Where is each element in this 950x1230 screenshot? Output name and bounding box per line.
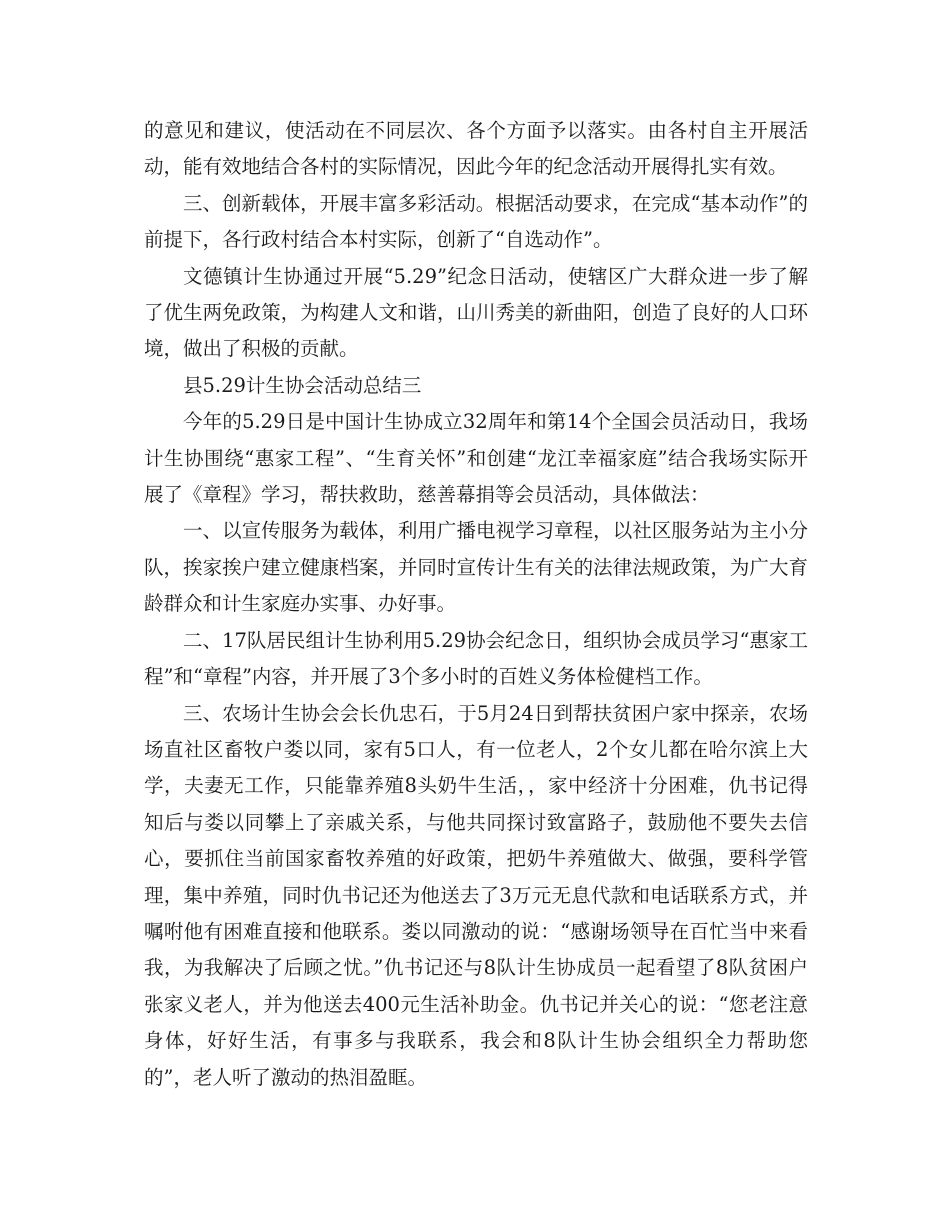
paragraph-8: 三、农场计生协会会长仇忠石，于5月24日到帮扶贫困户家中探亲，农场场直社区畜牧户娄以同，家有5口人，有一位老人，2个女儿都在哈尔滨上大学，夫妻无工作，只能靠养殖8头奶牛生活，，家中经济十分困难，仇书记得知后与娄以同攀上了亲戚关系，与他共同探讨致富路子，鼓励他不要失去信心，要抓住当前国家畜牧养殖的好政策，把奶牛养殖做大、做强，要科学管理，集中养殖，同时仇书记还为他送去了3万元无息代款和电话联系方式，并嘱咐他有困难直接和他联系。娄以同激动的说：“感谢场领导在百忙当中来看我，为我解决了后顾之忧。”仇书记还与8队计生协成员一起看望了8队贫困户张家义老人，并为他送去400元生活补助金。仇书记并关心的说：“您老注意身体，好好生活，有事多与我联系，我会和8队计生协会组织全力帮助您的”，老人听了激动的热泪盈眶。 (144, 701, 808, 1089)
document-body (144, 113, 808, 1096)
paragraph-1: 的意见和建议，使活动在不同层次、各个方面予以落实。由各村自主开展活动，能有效地结合各村的实际情况，因此今年的纪念活动开展得扎实有效。 (144, 119, 808, 179)
paragraph-2: 三、创新载体，开展丰富多彩活动。根据活动要求，在完成“基本动作”的前提下，各行政村结合本村实际，创新了“自选动作”。 (144, 191, 808, 252)
paragraph-3: 文德镇计生协通过开展“5.29”纪念日活动，使辖区广大群众进一步了解了优生两免政策，为构建人文和谐，山川秀美的新曲阳，创造了良好的人口环境，做出了积极的贡献。 (144, 264, 808, 361)
paragraph-6: 一、以宣传服务为载体，利用广播电视学习章程，以社区服务站为主小分队，挨家挨户建立健康档案，并同时宣传计生有关的法律法规政策，为广大育龄群众和计生家庭办实事、办好事。 (144, 519, 808, 616)
paragraph-5: 今年的5.29日是中国计生协成立32周年和第14个全国会员活动日，我场计生协围绕“惠家工程”、“生育关怀”和创建“龙江幸福家庭”结合我场实际开展了《章程》学习，帮扶救助，慈善幕捐等会员活动，具体做法： (144, 410, 808, 507)
paragraph-7: 二、17队居民组计生协利用5.29协会纪念日，组织协会成员学习“惠家工程”和“章程”内容，并开展了3个多小时的百姓义务体检健档工作。 (144, 628, 808, 689)
section-heading: 县5.29计生协会活动总结三 (183, 373, 422, 397)
